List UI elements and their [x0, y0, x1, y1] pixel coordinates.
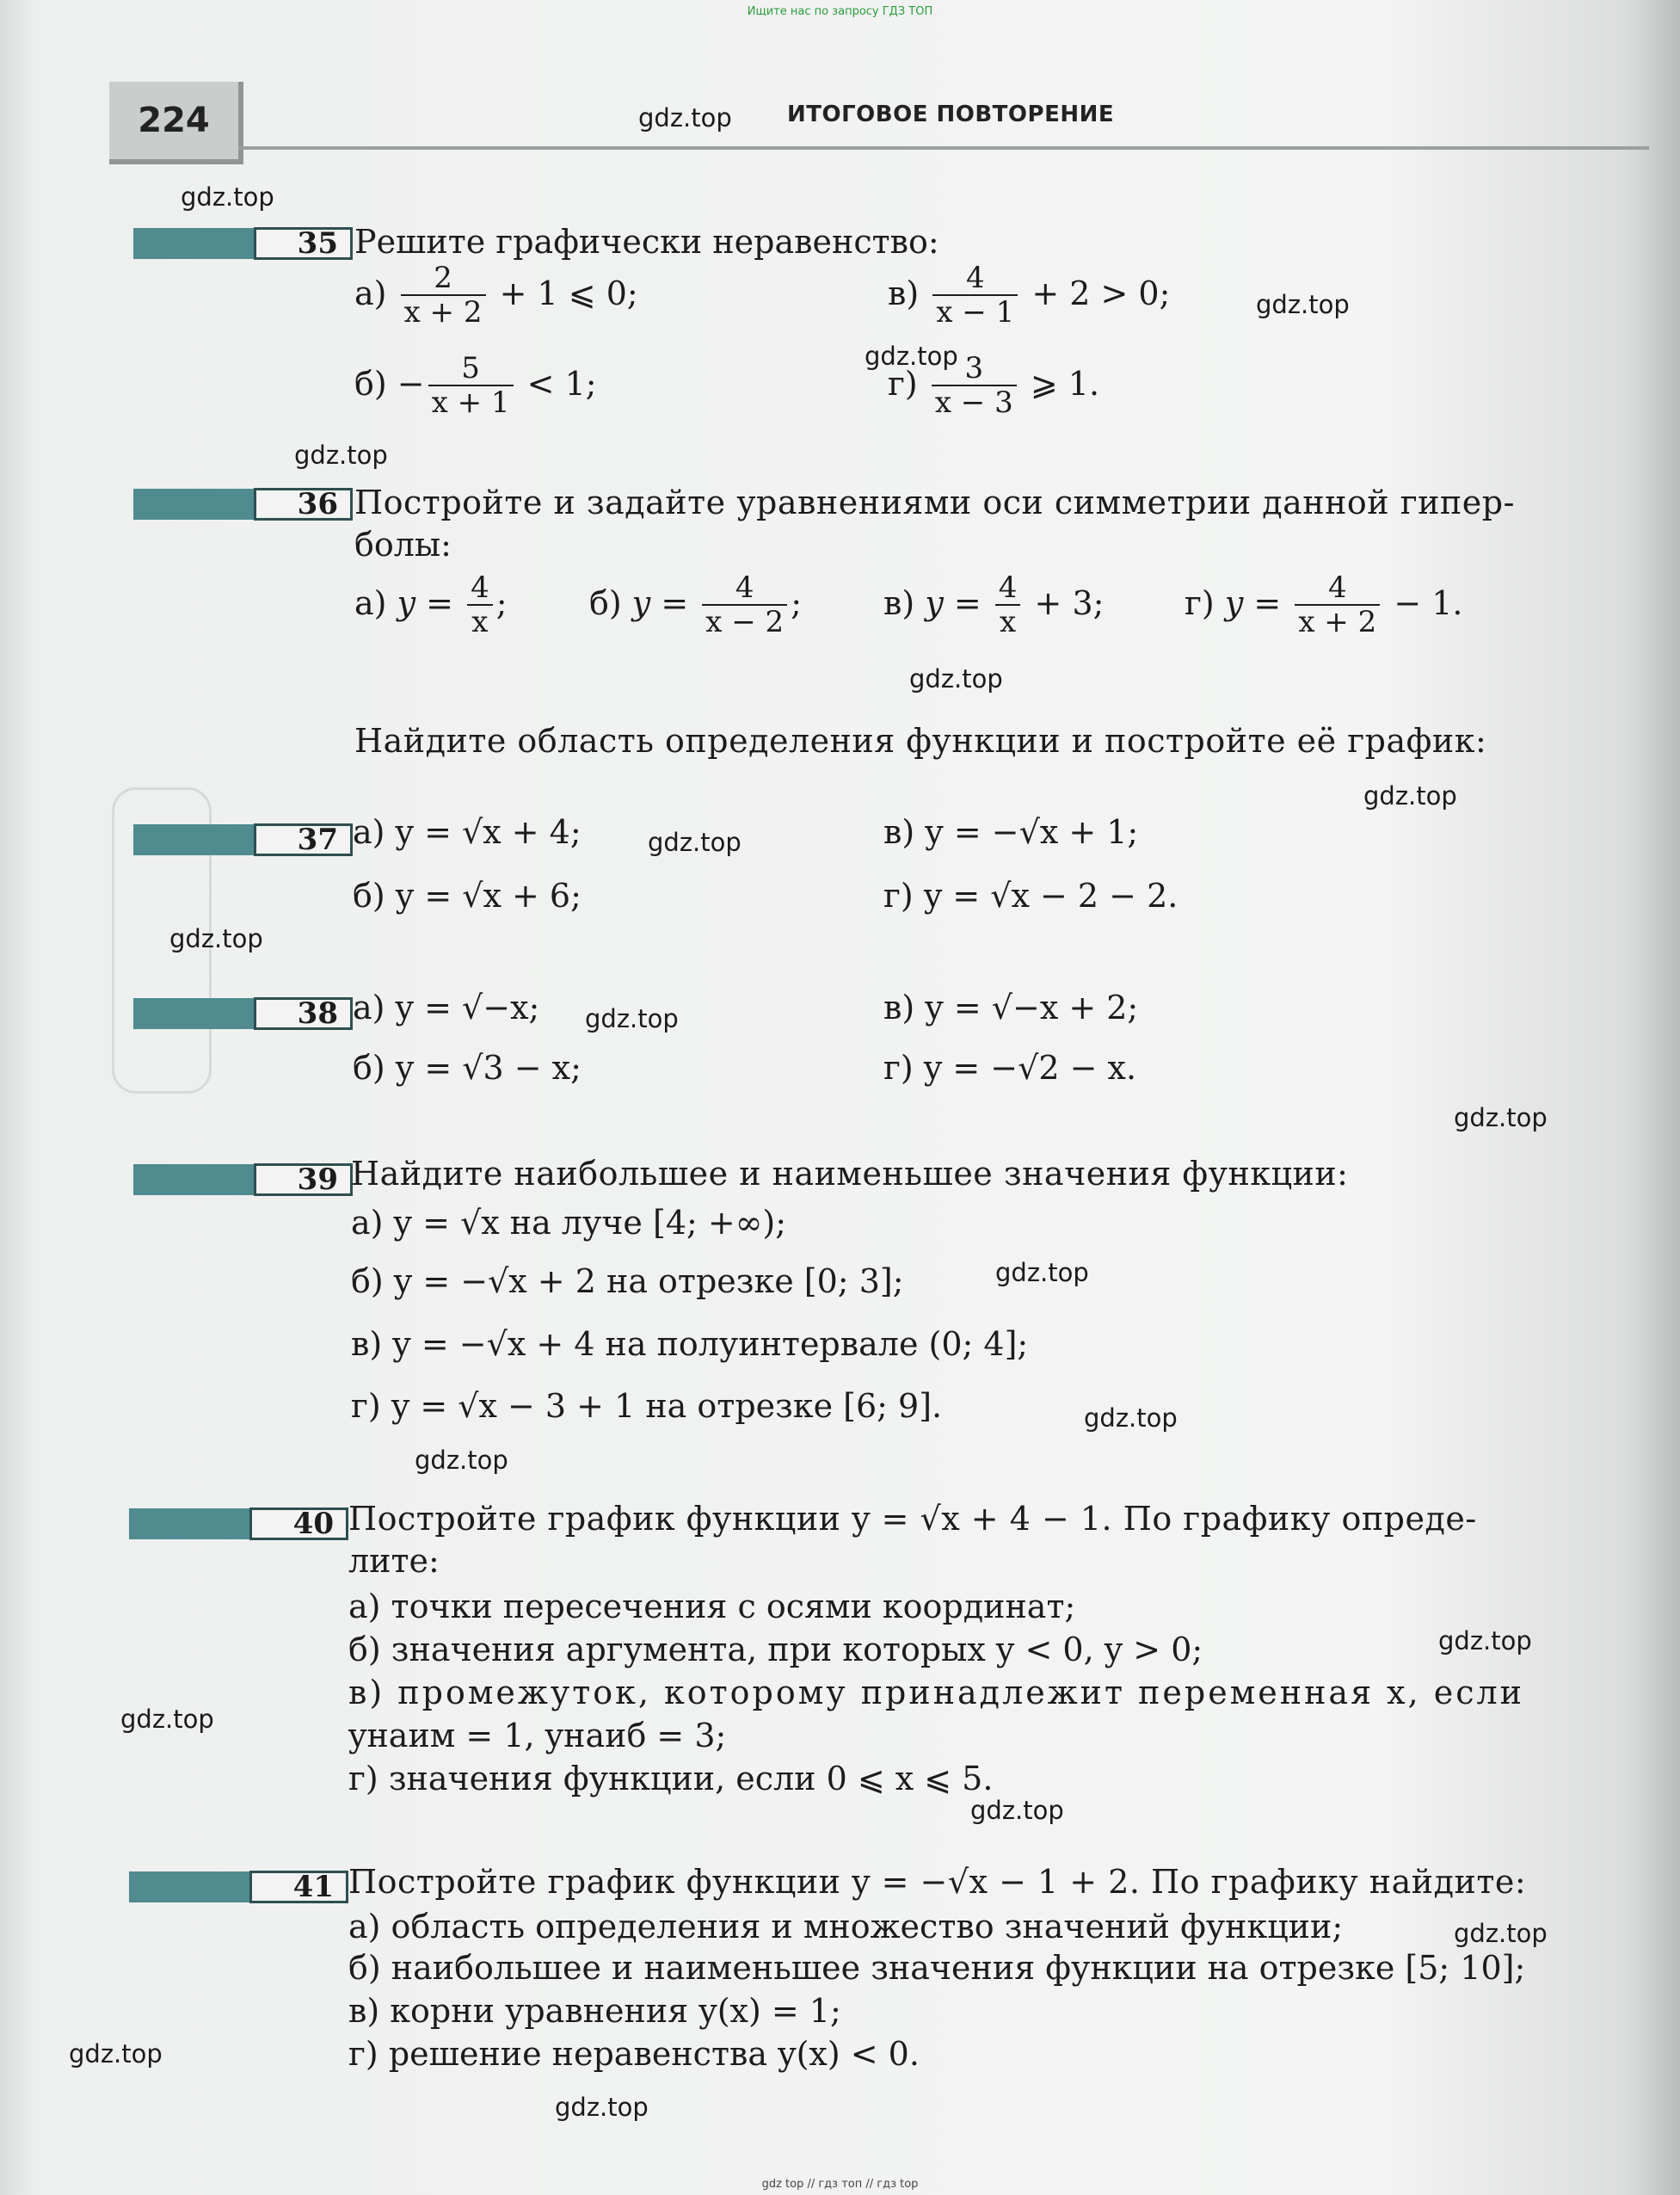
header-rule — [238, 146, 1649, 150]
problem-number: 39 — [254, 1163, 353, 1196]
p36-b: б) y = $\frac{4}{x - 2}$ ; — [589, 570, 803, 640]
p40-v: в) промежуток, которому принадлежит переменная x, если — [348, 1674, 1524, 1711]
p39-v: в) y = −√x + 4 на полуинтервале (0; 4]; — [351, 1325, 1029, 1363]
watermark: gdz.top — [1256, 290, 1350, 319]
problem-41-tab — [129, 1869, 348, 1905]
watermark: gdz.top — [585, 1004, 679, 1033]
p35-a: а) $\frac{2}{x + 2}$ + 1 ⩽ 0; — [354, 261, 638, 330]
p36-a: а) y = $\frac{4}{x}$ ; — [354, 570, 508, 640]
watermark: gdz.top — [69, 2039, 163, 2069]
p37-b: б) y = √x + 6; — [353, 877, 582, 915]
watermark: gdz.top — [1438, 1626, 1532, 1655]
p38-a: а) y = √−x; — [353, 989, 540, 1027]
problem-number: 38 — [254, 997, 353, 1030]
p37-a: а) y = √x + 4; — [353, 813, 582, 851]
group-heading: Найдите область определения функции и постройте её график: — [354, 722, 1487, 760]
bottom-note: gdz top // гдз топ // гдз top — [761, 2178, 919, 2191]
watermark: gdz.top — [1084, 1403, 1178, 1433]
watermark: gdz.top — [970, 1796, 1064, 1825]
running-title: ИТОГОВОЕ ПОВТОРЕНИЕ — [787, 102, 1115, 127]
p40-a: а) точки пересечения с осями координат; — [348, 1588, 1076, 1625]
watermark: gdz.top — [865, 342, 958, 371]
p36-g: г) y = $\frac{4}{x + 2}$ − 1. — [1185, 570, 1463, 640]
page-number: 224 — [109, 82, 243, 164]
top-note: Ищите нас по запросу ГДЗ ТОП — [747, 5, 933, 18]
watermark: gdz.top — [995, 1258, 1089, 1287]
p40-g: г) значения функции, если 0 ⩽ x ⩽ 5. — [348, 1760, 994, 1797]
p35-b: б) − $\frac{5}{x + 1}$ < 1; — [354, 351, 597, 421]
watermark: gdz.top — [638, 103, 732, 133]
problem-number: 37 — [254, 823, 353, 856]
problem-39-tab — [133, 1162, 353, 1198]
problem-36-line1: Постройте и задайте уравнениями оси симметрии данной гипер- — [354, 484, 1515, 521]
watermark: gdz.top — [294, 441, 388, 470]
problem-35-tab — [133, 225, 353, 262]
watermark: gdz.top — [415, 1446, 508, 1475]
problem-41-line1: Постройте график функции y = −√x − 1 + 2. По графику найдите: — [348, 1863, 1527, 1901]
problem-40-line1: Постройте график функции y = √x + 4 − 1. По графику опреде- — [348, 1500, 1477, 1538]
p41-v: в) корни уравнения y(x) = 1; — [348, 1992, 841, 2030]
p39-a: а) y = √x на луче [4; +∞); — [351, 1204, 787, 1242]
problem-40-tab — [129, 1506, 348, 1542]
watermark: gdz.top — [181, 182, 274, 212]
p41-g: г) решение неравенства y(x) < 0. — [348, 2035, 920, 2073]
p38-g: г) y = −√2 − x. — [883, 1049, 1137, 1087]
problem-number: 35 — [254, 227, 353, 260]
problem-40-line2: лите: — [348, 1542, 440, 1580]
p41-b: б) наибольшее и наименьшее значения функции на отрезке [5; 10]; — [348, 1949, 1526, 1987]
p38-v: в) y = √−x + 2; — [883, 989, 1139, 1027]
problem-36-tab — [133, 486, 353, 522]
p39-b: б) y = −√x + 2 на отрезке [0; 3]; — [351, 1262, 904, 1300]
p37-g: г) y = √x − 2 − 2. — [883, 877, 1178, 915]
p41-a: а) область определения и множество значений функции; — [348, 1908, 1344, 1945]
problem-35-prompt: Решите графически неравенство: — [354, 223, 939, 261]
watermark: gdz.top — [648, 828, 742, 857]
p35-g: г) $\frac{3}{x - 3}$ ⩾ 1. — [888, 351, 1100, 421]
p40-v-cont: yнаим = 1, yнаиб = 3; — [348, 1717, 727, 1754]
problem-38-tab — [133, 996, 353, 1032]
watermark: gdz.top — [169, 924, 263, 953]
problem-number: 36 — [254, 488, 353, 521]
p35-v: в) $\frac{4}{x - 1}$ + 2 > 0; — [888, 261, 1171, 330]
watermark: gdz.top — [1454, 1919, 1548, 1948]
watermark: gdz.top — [1363, 781, 1457, 811]
problem-number: 40 — [249, 1508, 348, 1540]
p38-b: б) y = √3 − x; — [353, 1049, 582, 1087]
watermark: gdz.top — [120, 1705, 214, 1734]
p36-v: в) y = $\frac{4}{x}$ + 3; — [883, 570, 1105, 640]
watermark: gdz.top — [909, 664, 1003, 694]
problem-number: 41 — [249, 1871, 348, 1903]
problem-37-tab — [133, 822, 353, 858]
problem-39-prompt: Найдите наибольшее и наименьшее значения функции: — [351, 1155, 1349, 1193]
p40-b: б) значения аргумента, при которых y < 0, y > 0; — [348, 1631, 1203, 1668]
watermark: gdz.top — [555, 2093, 649, 2122]
p39-g: г) y = √x − 3 + 1 на отрезке [6; 9]. — [351, 1387, 943, 1425]
problem-36-line2: болы: — [354, 526, 452, 564]
p37-v: в) y = −√x + 1; — [883, 813, 1139, 851]
watermark: gdz.top — [1454, 1103, 1548, 1132]
